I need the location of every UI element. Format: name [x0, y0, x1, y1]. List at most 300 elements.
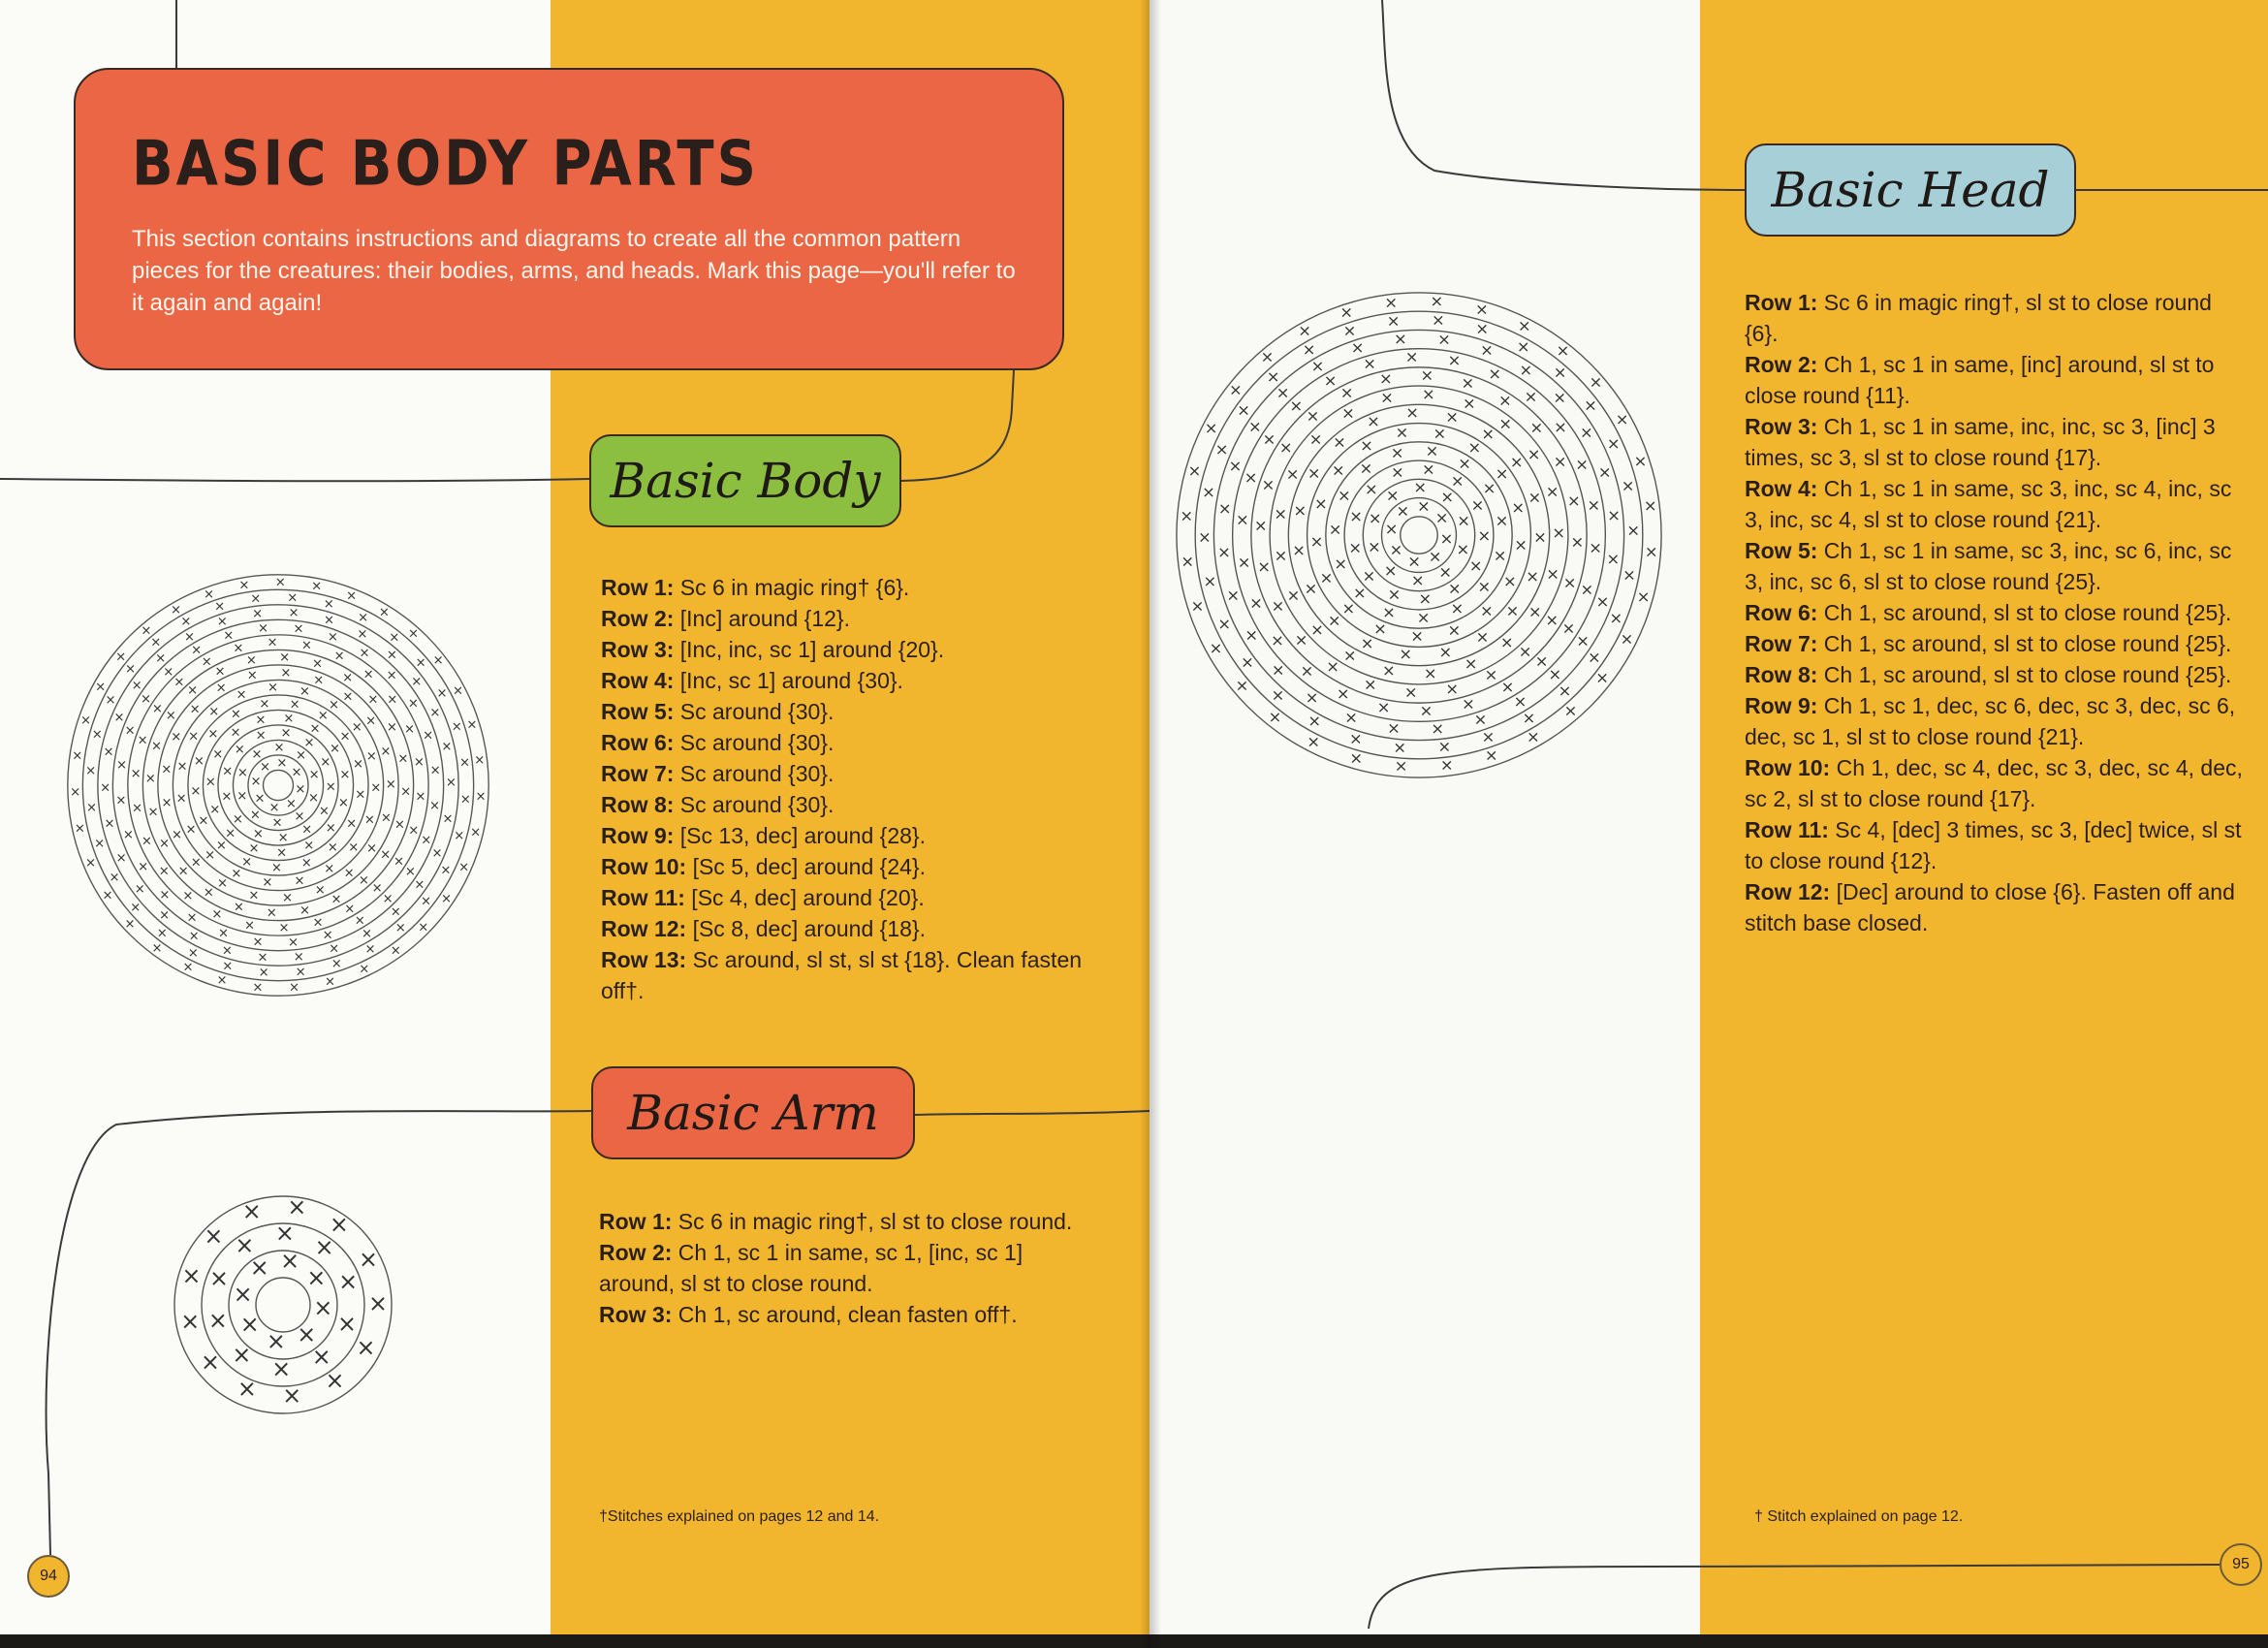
head-stitch-mark: ×	[1470, 495, 1485, 515]
head-stitch-mark: ×	[1410, 571, 1425, 590]
body-stitch-mark: ×	[221, 943, 233, 959]
head-stitch-mark: ×	[1348, 729, 1363, 748]
row-text: [Sc 13, dec] around {28}.	[674, 823, 926, 848]
arm-stitch-mark: ×	[337, 1310, 357, 1338]
body-stitch-mark: ×	[268, 800, 280, 815]
head-stitch-mark: ×	[1607, 505, 1621, 524]
arm-stitch-mark: ×	[236, 1375, 257, 1403]
body-stitch-mark: ×	[158, 864, 170, 879]
head-row-10	[1745, 752, 2249, 814]
head-stitch-mark: ×	[1481, 425, 1496, 444]
head-stitch-mark: ×	[1336, 684, 1350, 704]
row-text: [Inc, sc 1] around {30}.	[674, 668, 903, 693]
head-stitch-mark: ×	[1588, 648, 1601, 667]
head-stitch-mark: ×	[1261, 475, 1276, 494]
head-stitch-mark: ×	[1309, 531, 1324, 551]
head-stitch-mark: ×	[1462, 694, 1475, 713]
arm-stitch-mark: ×	[200, 1348, 220, 1377]
body-row-3	[601, 634, 1105, 665]
body-stitch-mark: ×	[150, 635, 162, 650]
row-label: Row 11:	[1745, 817, 1829, 842]
head-stitch-mark: ×	[1488, 364, 1502, 383]
row-text: Ch 1, sc around, sl st to close round {25}.	[1817, 600, 2232, 625]
head-stitch-mark: ×	[1327, 611, 1341, 630]
arm-stitch-mark: ×	[280, 1247, 300, 1275]
body-stitch-mark: ×	[355, 787, 366, 803]
head-stitch-mark: ×	[1589, 538, 1603, 557]
head-stitch-mark: ×	[1313, 494, 1328, 514]
head-stitch-mark: ×	[1262, 429, 1276, 449]
head-stitch-mark: ×	[1484, 745, 1498, 765]
body-stitch-mark: ×	[361, 927, 373, 942]
head-stitch-mark: ×	[1416, 608, 1431, 627]
row-text: Ch 1, dec, sc 4, dec, sc 3, dec, sc 4, dec, sc 2, sl st to close round {17}.	[1745, 755, 2243, 811]
head-stitch-mark: ×	[1422, 460, 1435, 479]
head-stitch-mark: ×	[1384, 520, 1399, 539]
head-stitch-mark: ×	[1235, 676, 1249, 695]
head-stitch-mark: ×	[1410, 626, 1424, 646]
head-stitch-mark: ×	[1473, 710, 1488, 729]
body-stitch-mark: ×	[212, 747, 224, 763]
row-label: Row 2:	[601, 606, 675, 631]
body-stitch-mark: ×	[325, 820, 336, 836]
head-stitch-mark: ×	[1244, 625, 1259, 645]
head-stitch-mark: ×	[1387, 718, 1401, 738]
body-stitch-mark: ×	[432, 653, 444, 669]
row-text: [Sc 4, dec] around {20}.	[684, 885, 925, 910]
head-row-1	[1745, 287, 2249, 349]
head-stitch-mark: ×	[1241, 652, 1254, 672]
head-stitch-mark: ×	[1475, 319, 1490, 338]
body-row-10	[601, 851, 1105, 882]
head-stitch-mark: ×	[1319, 568, 1334, 587]
head-stitch-mark: ×	[1217, 498, 1232, 518]
row-label: Row 12:	[1745, 879, 1831, 904]
body-stitch-mark: ×	[348, 840, 360, 856]
head-stitch-mark: ×	[1636, 586, 1651, 606]
body-stitch-mark: ×	[115, 793, 127, 808]
head-stitch-mark: ×	[1475, 627, 1490, 647]
body-stitch-mark: ×	[233, 641, 244, 656]
head-stitch-mark: ×	[1226, 586, 1241, 605]
body-stitch-mark: ×	[276, 845, 288, 861]
row-text: Sc around {30}.	[674, 699, 835, 724]
body-stitch-mark: ×	[378, 605, 390, 620]
body-stitch-mark: ×	[324, 861, 335, 876]
arm-stitch-mark: ×	[314, 1233, 334, 1261]
body-stitch-mark: ×	[408, 823, 420, 839]
body-stitch-mark: ×	[124, 723, 136, 739]
body-stitch-mark: ×	[386, 668, 397, 683]
body-stitch-mark: ×	[363, 812, 375, 828]
body-stitch-mark: ×	[180, 614, 192, 629]
body-stitch-mark: ×	[413, 755, 425, 771]
body-stitch-mark: ×	[344, 902, 356, 917]
head-stitch-mark: ×	[1203, 572, 1217, 591]
body-stitch-mark: ×	[266, 905, 277, 921]
body-stitch-mark: ×	[329, 941, 340, 957]
head-stitch-mark: ×	[1418, 588, 1433, 608]
body-row-11	[601, 882, 1105, 913]
head-stitch-mark: ×	[1292, 541, 1306, 560]
row-text: [Dec] around to close {6}. Fasten off and stitch base closed.	[1745, 879, 2235, 935]
head-stitch-mark: ×	[1399, 645, 1413, 664]
body-stitch-mark: ×	[255, 713, 267, 728]
head-stitch-mark: ×	[1405, 403, 1420, 423]
body-stitch-mark: ×	[216, 973, 228, 989]
body-stitch-mark: ×	[400, 784, 412, 800]
head-stitch-mark: ×	[1333, 432, 1346, 452]
body-stitch-mark: ×	[246, 668, 258, 683]
body-stitch-mark: ×	[359, 646, 370, 661]
body-stitch-mark: ×	[151, 702, 163, 717]
basic-body-stitch-diagram	[60, 562, 496, 1008]
body-stitch-mark: ×	[303, 839, 315, 854]
head-stitch-mark: ×	[1390, 462, 1404, 482]
body-stitch-mark: ×	[309, 721, 321, 737]
head-stitch-mark: ×	[1458, 454, 1471, 473]
head-stitch-mark: ×	[1505, 601, 1520, 620]
head-stitch-mark: ×	[1437, 737, 1452, 756]
head-stitch-mark: ×	[1430, 292, 1444, 311]
body-stitch-mark: ×	[138, 860, 149, 875]
row-label: Row 9:	[1745, 693, 1818, 718]
body-stitch-mark: ×	[198, 813, 209, 829]
head-stitch-mark: ×	[1495, 463, 1509, 483]
body-stitch-mark: ×	[331, 957, 342, 972]
head-stitch-mark: ×	[1413, 477, 1428, 496]
left-bottom-edge	[0, 1634, 1150, 1648]
body-stitch-mark: ×	[214, 664, 226, 680]
body-stitch-mark: ×	[314, 882, 326, 898]
head-stitch-mark: ×	[1438, 642, 1453, 661]
head-stitch-mark: ×	[1518, 642, 1532, 661]
head-stitch-mark: ×	[1633, 452, 1648, 471]
body-stitch-mark: ×	[431, 846, 443, 862]
body-stitch-mark: ×	[267, 681, 279, 696]
head-stitch-mark: ×	[1545, 610, 1559, 629]
arm-stitch-mark: ×	[287, 1193, 307, 1221]
head-stitch-mark: ×	[1528, 602, 1542, 621]
body-stitch-mark: ×	[230, 707, 241, 722]
head-stitch-mark: ×	[1373, 618, 1387, 638]
head-stitch-mark: ×	[1421, 385, 1435, 404]
head-stitch-mark: ×	[1467, 438, 1482, 458]
body-stitch-mark: ×	[165, 709, 176, 724]
head-stitch-mark: ×	[1513, 691, 1528, 711]
head-stitch-mark: ×	[1437, 330, 1451, 349]
body-stitch-mark: ×	[214, 599, 226, 615]
body-stitch-mark: ×	[299, 903, 311, 918]
body-stitch-mark: ×	[151, 940, 163, 956]
body-stitch-mark: ×	[322, 928, 333, 943]
head-stitch-mark: ×	[1276, 383, 1290, 402]
row-text: Ch 1, sc 1 in same, sc 3, inc, sc 6, inc, sc 3, inc, sc 6, sl st to close round {25}.	[1745, 538, 2232, 594]
row-label: Row 13:	[601, 947, 687, 972]
head-stitch-mark: ×	[1438, 562, 1453, 582]
body-stitch-mark: ×	[144, 772, 156, 787]
head-stitch-mark: ×	[1393, 738, 1407, 757]
head-stitch-mark: ×	[1293, 500, 1307, 520]
body-ring	[263, 770, 293, 800]
body-stitch-mark: ×	[205, 775, 216, 790]
head-row-7	[1745, 628, 2249, 659]
head-row-2	[1745, 349, 2249, 411]
head-row-8	[1745, 659, 2249, 690]
head-stitch-mark: ×	[1307, 463, 1321, 483]
head-stitch-mark: ×	[1464, 653, 1478, 673]
body-row-7	[601, 758, 1105, 789]
body-stitch-mark: ×	[209, 802, 221, 817]
row-text: Ch 1, sc 1 in same, sc 1, [inc, sc 1] around, sl st to close round.	[599, 1240, 1024, 1296]
body-stitch-mark: ×	[159, 836, 171, 851]
head-stitch-mark: ×	[1294, 630, 1308, 650]
head-stitch-mark: ×	[1457, 511, 1470, 530]
body-stitch-mark: ×	[205, 848, 216, 864]
row-label: Row 3:	[601, 637, 675, 662]
row-text: Sc around {30}.	[674, 730, 835, 755]
body-stitch-mark: ×	[161, 796, 173, 811]
body-stitch-mark: ×	[458, 860, 470, 875]
head-stitch-mark: ×	[1456, 540, 1470, 559]
head-stitch-mark: ×	[1384, 293, 1399, 312]
row-label: Row 1:	[1745, 290, 1818, 315]
body-stitch-mark: ×	[280, 665, 292, 681]
basic-head-heading	[1745, 143, 2076, 237]
head-stitch-mark: ×	[1620, 629, 1634, 649]
row-text: Sc around {30}.	[674, 792, 835, 817]
basic-head-instructions	[1745, 287, 2249, 938]
body-stitch-mark: ×	[331, 892, 342, 907]
head-stitch-mark: ×	[1382, 660, 1396, 680]
head-stitch-mark: ×	[1350, 338, 1365, 358]
body-stitch-mark: ×	[407, 696, 419, 712]
row-label: Row 5:	[601, 699, 675, 724]
head-stitch-mark: ×	[1395, 423, 1409, 442]
head-stitch-mark: ×	[1286, 586, 1301, 605]
head-stitch-mark: ×	[1477, 577, 1492, 596]
body-stitch-mark: ×	[339, 767, 351, 782]
basic-body-heading-text: Basic Body	[610, 453, 881, 509]
head-stitch-mark: ×	[1362, 566, 1376, 586]
body-stitch-mark: ×	[259, 696, 270, 712]
body-stitch-mark: ×	[124, 916, 136, 932]
head-stitch-mark: ×	[1260, 347, 1275, 366]
arm-stitch-mark: ×	[235, 1231, 255, 1259]
body-stitch-mark: ×	[308, 767, 320, 782]
head-stitch-mark: ×	[1268, 708, 1282, 727]
body-stitch-mark: ×	[186, 910, 198, 926]
body-stitch-mark: ×	[329, 741, 341, 756]
body-stitch-mark: ×	[317, 709, 329, 724]
page-number-right: 95	[2220, 1543, 2262, 1586]
head-stitch-mark: ×	[1500, 678, 1515, 697]
body-stitch-mark: ×	[252, 606, 264, 621]
head-stitch-mark: ×	[1553, 452, 1567, 471]
body-stitch-mark: ×	[147, 805, 159, 820]
head-stitch-mark: ×	[1229, 380, 1243, 399]
head-stitch-mark: ×	[1348, 538, 1363, 557]
basic-arm-heading-text: Basic Arm	[627, 1085, 879, 1141]
head-stitch-mark: ×	[1285, 464, 1300, 484]
head-stitch-mark: ×	[1274, 546, 1288, 565]
head-stitch-mark: ×	[1197, 527, 1212, 547]
body-row-12	[601, 913, 1105, 944]
head-stitch-mark: ×	[1417, 496, 1431, 516]
row-label: Row 8:	[1745, 662, 1818, 687]
body-stitch-mark: ×	[201, 654, 212, 670]
body-stitch-mark: ×	[221, 789, 233, 805]
body-stitch-mark: ×	[100, 780, 111, 796]
body-stitch-mark: ×	[277, 830, 289, 845]
row-label: Row 12:	[601, 916, 687, 941]
body-stitch-mark: ×	[257, 950, 268, 966]
body-stitch-mark: ×	[171, 730, 182, 745]
body-stitch-mark: ×	[365, 748, 377, 764]
head-stitch-mark: ×	[1298, 321, 1311, 340]
body-stitch-mark: ×	[85, 856, 97, 872]
head-stitch-mark: ×	[1533, 527, 1547, 547]
arm-stitch-mark: ×	[325, 1367, 345, 1395]
row-text: Ch 1, sc around, clean fasten off†.	[672, 1302, 1018, 1327]
head-stitch-round	[1385, 497, 1454, 571]
body-stitch-mark: ×	[380, 810, 392, 826]
head-stitch-mark: ×	[1382, 602, 1396, 621]
body-stitch-mark: ×	[252, 980, 264, 996]
body-stitch-mark: ×	[362, 667, 374, 682]
body-stitch-mark: ×	[323, 597, 334, 613]
body-stitch-mark: ×	[244, 918, 256, 934]
body-stitch-mark: ×	[342, 689, 354, 705]
body-stitch-mark: ×	[182, 889, 194, 904]
body-stitch-mark: ×	[130, 901, 142, 916]
row-text: Sc around, sl st, sl st {18}. Clean fasten off†.	[601, 947, 1083, 1003]
head-stitch-mark: ×	[1289, 396, 1304, 416]
body-stitch-mark: ×	[94, 837, 106, 852]
body-stitch-mark: ×	[250, 591, 262, 607]
head-stitch-mark: ×	[1474, 300, 1489, 319]
body-stitch-mark: ×	[386, 648, 397, 663]
head-stitch-mark: ×	[1527, 444, 1541, 463]
body-stitch-mark: ×	[327, 840, 338, 856]
body-stitch-mark: ×	[390, 904, 401, 920]
body-stitch-mark: ×	[124, 662, 137, 678]
head-stitch-mark: ×	[1595, 668, 1609, 687]
head-stitch-mark: ×	[1468, 555, 1483, 575]
head-stitch-mark: ×	[1368, 537, 1381, 556]
head-stitch-mark: ×	[1622, 565, 1636, 585]
head-stitch-mark: ×	[1439, 755, 1454, 775]
head-stitch-mark: ×	[1342, 646, 1357, 665]
body-stitch-mark: ×	[189, 702, 201, 717]
body-stitch-mark: ×	[232, 811, 243, 827]
head-stitch-mark: ×	[1307, 732, 1321, 751]
basic-arm-stitch-diagram	[167, 1188, 399, 1421]
body-stitch-mark: ×	[301, 822, 313, 838]
body-stitch-mark: ×	[380, 744, 392, 759]
head-stitch-mark: ×	[1425, 441, 1439, 460]
body-stitch-mark: ×	[415, 789, 426, 805]
body-stitch-mark: ×	[475, 789, 487, 805]
head-stitch-mark: ×	[1552, 523, 1566, 542]
body-stitch-mark: ×	[300, 856, 312, 872]
arm-stitch-mark: ×	[207, 1306, 228, 1334]
basic-arm-heading	[591, 1066, 915, 1159]
head-stitch-mark: ×	[1307, 712, 1322, 731]
body-stitch-mark: ×	[281, 890, 294, 905]
row-label: Row 4:	[1745, 476, 1818, 501]
body-stitch-mark: ×	[257, 620, 269, 636]
body-stitch-mark: ×	[254, 791, 266, 807]
body-stitch-mark: ×	[131, 679, 142, 694]
body-stitch-mark: ×	[141, 623, 152, 639]
body-stitch-mark: ×	[415, 655, 426, 671]
body-stitch-mark: ×	[105, 693, 116, 709]
page-number-left: 94	[27, 1555, 70, 1598]
body-stitch-mark: ×	[137, 733, 148, 748]
head-stitch-mark: ×	[1214, 440, 1229, 460]
body-stitch-mark: ×	[312, 656, 324, 672]
body-stitch-mark: ×	[249, 808, 261, 823]
row-label: Row 2:	[1745, 352, 1818, 377]
head-stitch-mark: ×	[1334, 555, 1348, 574]
head-stitch-mark: ×	[1342, 321, 1357, 340]
arm-stitch-mark: ×	[209, 1264, 229, 1292]
body-stitch-mark: ×	[386, 719, 397, 735]
head-stitch-mark: ×	[1498, 414, 1513, 433]
body-stitch-mark: ×	[454, 829, 465, 844]
head-stitch-mark: ×	[1609, 608, 1623, 627]
head-stitch-mark: ×	[1271, 660, 1285, 680]
body-stitch-mark: ×	[238, 578, 250, 593]
arm-stitch-mark: ×	[367, 1289, 388, 1317]
head-stitch-mark: ×	[1516, 336, 1530, 356]
head-stitch-mark: ×	[1323, 370, 1338, 390]
row-label: Row 5:	[1745, 538, 1818, 563]
row-text: [Sc 8, dec] around {18}.	[686, 916, 926, 941]
body-stitch-mark: ×	[176, 759, 188, 775]
head-stitch-mark: ×	[1217, 543, 1231, 562]
head-stitch-mark: ×	[1482, 478, 1496, 497]
body-stitch-mark: ×	[382, 892, 394, 907]
body-stitch-mark: ×	[327, 630, 338, 646]
head-stitch-mark: ×	[1553, 388, 1567, 407]
body-row-1	[601, 572, 1105, 603]
body-stitch-mark: ×	[411, 674, 423, 689]
head-stitch-mark: ×	[1517, 316, 1531, 335]
body-stitch-mark: ×	[397, 751, 409, 767]
row-label: Row 1:	[601, 575, 675, 600]
row-label: Row 7:	[1745, 631, 1818, 656]
head-stitch-mark: ×	[1352, 584, 1367, 603]
body-stitch-mark: ×	[252, 827, 264, 842]
body-stitch-mark: ×	[274, 575, 286, 590]
body-stitch-mark: ×	[291, 765, 302, 780]
head-stitch-mark: ×	[1302, 340, 1316, 360]
body-stitch-mark: ×	[271, 815, 283, 831]
head-stitch-mark: ×	[1228, 457, 1243, 476]
head-stitch-mark: ×	[1576, 631, 1591, 650]
head-stitch-mark: ×	[1339, 383, 1354, 402]
body-stitch-mark: ×	[404, 722, 416, 738]
body-stitch-mark: ×	[248, 841, 260, 857]
body-stitch-mark: ×	[458, 755, 471, 771]
head-stitch-mark: ×	[1367, 412, 1380, 431]
head-stitch-mark: ×	[1431, 719, 1445, 739]
head-stitch-mark: ×	[1534, 651, 1549, 671]
row-label: Row 3:	[1745, 414, 1818, 439]
head-stitch-mark: ×	[1271, 685, 1285, 705]
